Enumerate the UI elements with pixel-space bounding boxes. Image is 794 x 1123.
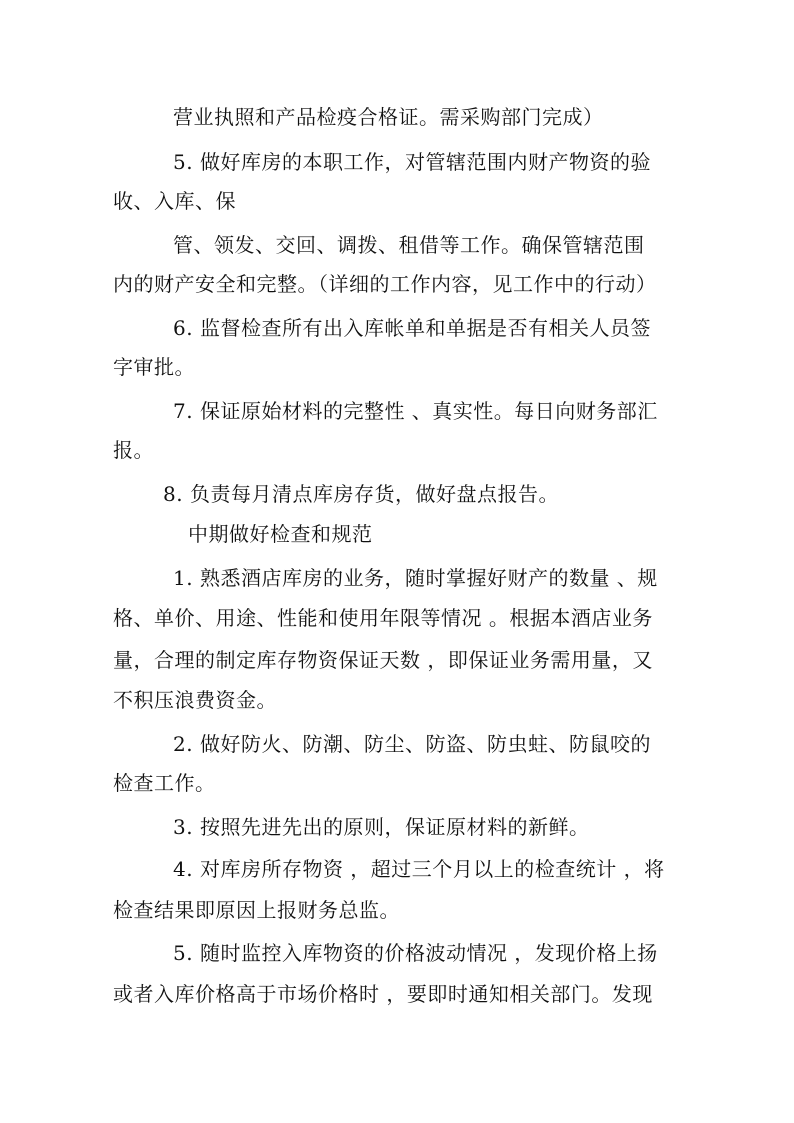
section-heading: 中期做好检查和规范 <box>188 522 373 546</box>
text-line: 不积压浪费资金。 <box>113 688 277 712</box>
text-line: 报。 <box>113 438 154 462</box>
text-line: 字审批。 <box>113 355 195 379</box>
text-line: 内的财产安全和完整。（详细的工作内容，见工作中的行动） <box>113 272 657 296</box>
text-line: 量，合理的制定库存物资保证天数 ，即保证业务需用量，又 <box>113 648 653 672</box>
text-line: 1. 熟悉酒店库房的业务，随时掌握好财产的数量 、规 <box>173 566 658 590</box>
text-line: 检查工作。 <box>113 771 216 795</box>
text-line: 或者入库价格高于市场价格时 ，要即时通知相关部门。发现 <box>113 982 653 1006</box>
text-line: 3. 按照先进先出的原则，保证原材料的新鲜。 <box>173 815 590 839</box>
text-line: 管、领发、交回、调拨、租借等工作。确保管辖范围 <box>173 233 645 257</box>
text-line: 8. 负责每月清点库房存货，做好盘点报告。 <box>163 482 559 506</box>
text-line: 营业执照和产品检疫合格证。需采购部门完成） <box>173 105 604 129</box>
text-line: 5. 随时监控入库物资的价格波动情况 ，发现价格上扬 <box>173 941 658 965</box>
text-line: 2. 做好防火、防潮、防尘、防盗、防虫蛀、防鼠咬的 <box>173 732 651 756</box>
text-line: 6. 监督检查所有出入库帐单和单据是否有相关人员签 <box>173 316 651 340</box>
text-line: 格、单价、用途、性能和使用年限等情况 。根据本酒店业务 <box>113 606 653 630</box>
text-line: 7. 保证原始材料的完整性 、真实性。每日向财务部汇 <box>173 399 658 423</box>
text-line: 检查结果即原因上报财务总监。 <box>113 898 400 922</box>
text-line: 收、入库、保 <box>113 189 236 213</box>
text-line: 4. 对库房所存物资 ，超过三个月以上的检查统计 ，将 <box>173 857 665 881</box>
text-line: 5. 做好库房的本职工作，对管辖范围内财产物资的验 <box>173 150 651 174</box>
